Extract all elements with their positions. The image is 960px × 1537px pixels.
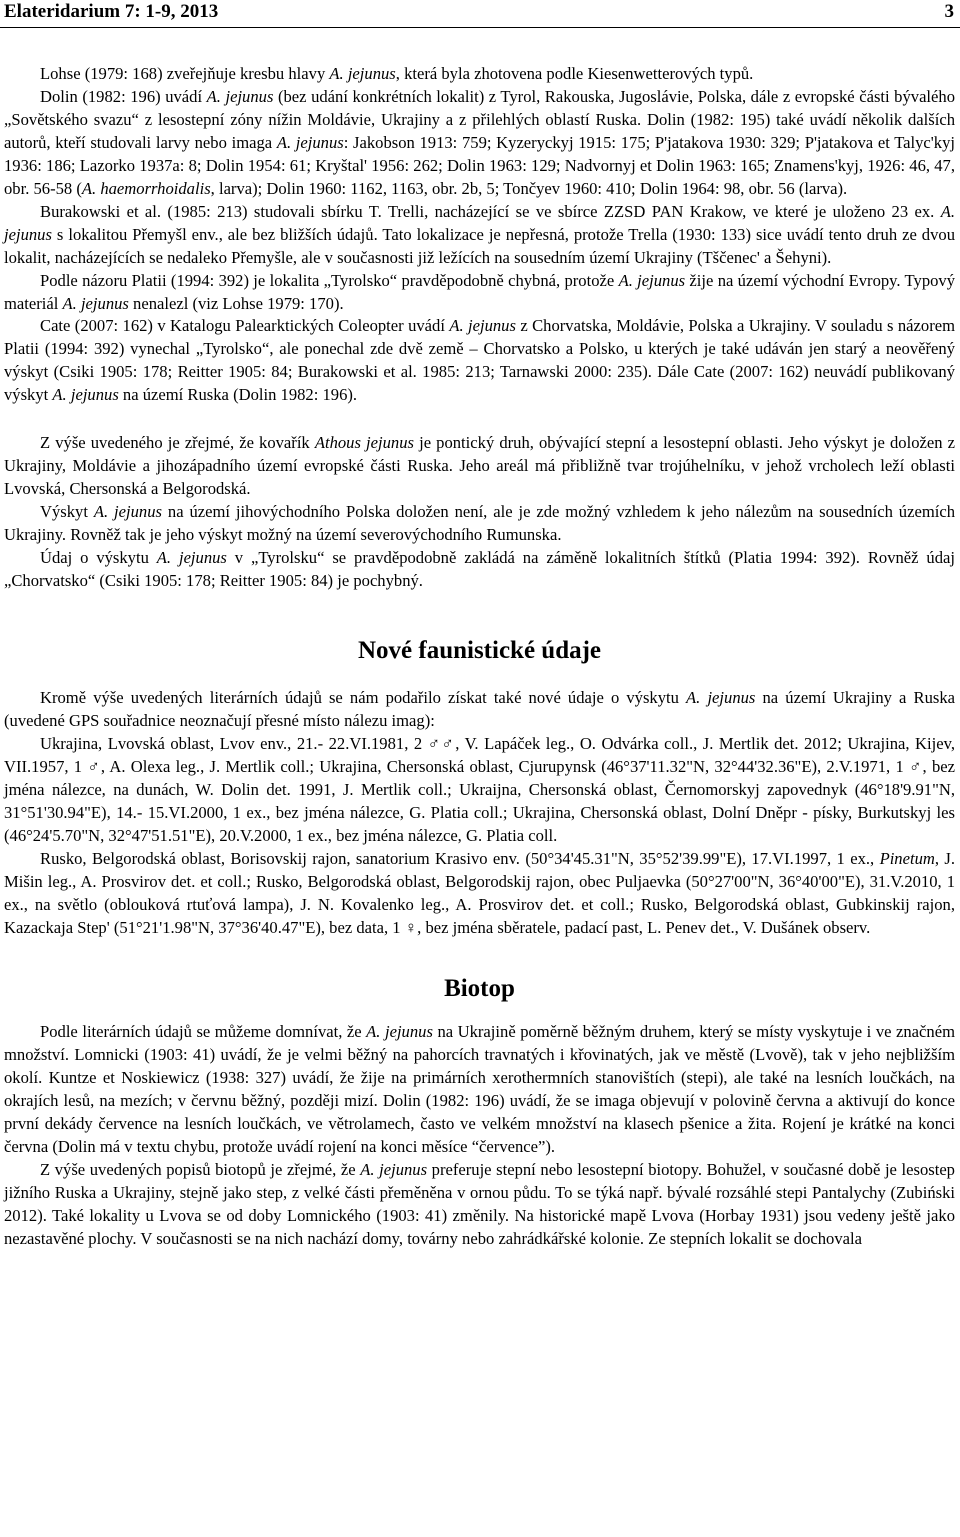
paragraph-dolin: Dolin (1982: 196) uvádí A. jejunus (bez udání konkrétních lokalit) z Tyrol, Rakouska, Jugoslávie, Polska, dále z evropské části bývalého „Sovětského svazu“ z lesostepní zóny nížin Moldávie, Ukrajiny a z přilehlých oblastí Ruska. Dolin (1982: 195) také uvádí několik dalších autorů, kteří studovali larvy nebo imaga A. jejunus: Jakobson 1913: 759; Kyzeryckyj 1915: 175; P'jatakova 1930: 329; P'jatakova et Talyc'kyj 1936: 186; Lazorko 1937a: 8; Dolin 1954: 61; Kryštal' 1956: 262; Dolin 1963: 129; Nadvornyj et Dolin 1963: 165; Znamens'kyj, 1926: 46, 47, obr. 56-58 (A. haemorrhoidalis, larva); Dolin 1960: 1162, 1163, obr. 2b, 5; Tončyev 1960: 410; Dolin 1964: 98, obr. 56 (larva). [4,86,956,198]
paragraph-summary-range: Z výše uvedeného je zřejmé, že kovařík Athous jejunus je pontický druh, obývající stepní a lesostepní oblasti. Jeho výskyt je doložen z Ukrajiny, Moldávie a jihozápadního území evropské části Ruska. Jeho areál má přibližně tvar trojúhelníku, v jehož vrcholech leží oblasti Lvovská, Chersonská a Belgorodská. [4,433,955,499]
journal-citation: Elateridarium 7: 1-9, 2013 [4,1,219,22]
paragraph-burakowski: Burakowski et al. (1985: 213) studovali sbírku T. Trelli, nacházející se ve sbírce ZZSD PAN Krakow, ve které je uloženo 23 ex. A. jejunus s lokalitou Přemyšl env., ale bez bližších údajů. Tato lokalizace je nepřesná, protože Trella (1930: 133) sice uvádí tento druh ze dvou lokalit, nacházejících se nedaleko Přemyšle, ale v současnosti již ležících na sousedním území Ukrajiny (Tščenec' a Šehyni). [4,201,955,267]
species-name: A. jejunus [329,64,396,83]
species-name: A. jejunus [52,385,119,405]
species-name: A. jejunus [366,1022,433,1042]
species-name: A. jejunus [276,132,344,152]
page-number: 3 [944,1,954,22]
species-name: A. haemorrhoidalis [81,178,211,198]
paragraph-records-russia: Rusko, Belgorodská oblast, Borisovskij rajon, sanatorium Krasivo env. (50°34'45.31"N, 35°52'39.99"E), 17.VI.1997, 1 ex., Pinetum, J. Mišin leg., A. Prosvirov det. et coll.; Rusko, Belgorodská oblast, Belgorodskij rajon, obec Puljaevka (50°27'00"N, 36°40'00"E), 31.V.2010, 1 ex., na světlo (oblouková rtuťová lampa), J. N. Kovalenko leg., A. Prosvirov det. et coll.; Rusko, Belgorodská oblast, Gubkinskij rajon, Kazackaja Step' (51°21'1.98"N, 37°36'40.47"E), bez data, 1 ♀, bez jména sběratele, padací past, L. Penev det., V. Dušánek observ. [4,848,956,937]
paragraph-cate: Cate (2007: 162) v Katalogu Palearktických Coleopter uvádí A. jejunus z Chorvatska, Moldávie, Polska a Ukrajiny. V souladu s názorem Platii (1994: 392) vynechal „Tyrolsko“, ale ponechal zde dvě země – Chorvatsko a Polsko, u kterých je také udáván jen starý a neověřený výskyt (Csiki 1905: 178; Reitter 1905: 84; Burakowski et al. 1985: 213; Tarnawski 2000: 235). Dále Cate (2007: 162) neuvádí publikovaný výskyt A. jejunus na území Ruska (Dolin 1982: 196). [4,316,955,405]
paragraph-platia: Podle názoru Platii (1994: 392) je lokalita „Tyrolsko“ pravděpodobně chybná, protože A. jejunus žije na území východní Evropy. Typový materiál A. jejunus nenalezl (viz Lohse 1979: 170). [4,270,956,313]
paragraph-lohse: Lohse (1979: 168) zveřejňuje kresbu hlavy A. jejunus, která byla zhotovena podle Kiesenwetterových typů. [40,64,754,83]
species-name: A. jejunus [4,201,955,244]
species-name: A. jejunus [206,86,274,106]
paragraph-faunistic-intro: Kromě výše uvedených literárních údajů se nám podařilo získat také nové údaje o výskytu A. jejunus na území Ukrajiny a Ruska (uvedené GPS souřadnice neoznačují přesné místo nálezu imag): [4,687,955,730]
species-name: A. jejunus [360,1160,428,1180]
article-body [4,63,955,1251]
species-name: A. jejunus [156,548,227,568]
species-name: A. jejunus [62,293,129,313]
species-name: A. jejunus [449,316,516,336]
paragraph-summary-poland: Výskyt A. jejunus na území jihovýchodního Polska doložen není, ale je zde možný vzhledem k jeho nálezům na sousedních územích Ukrajiny. Rovněž tak je jeho výskyt možný na území severovýchodního Rumunska. [4,502,956,545]
paragraph-biotope-literature: Podle literárních údajů se můžeme domnívat, že A. jejunus na Ukrajině poměrně běžným druhem, který se místy vyskytuje i ve značném množství. Lomnicki (1903: 41) uvádí, že je velmi běžný na pahorcích travnatých i křovinatých, jak ve městě (Lvově), tak v jeho nejbližším okolí. Kuntze et Noskiewicz (1938: 327) uvádí, že žije na primárních xerothermních stanovištích (stepi), ale také na lesních loučkách, na okrajích lesů, na mezích; v červnu běžný, později mizí. Dolin (1982: 196) uvádí, že se imaga objevují v polovině června a aktivují do konce první dekády července na lesních loučkách, ve větrolamech, často ve velkém množství na klasech pšenice a žita. Rojení je krátké na konci června (Dolin má v textu chybu, protože uvádí rojení na konci měsíce “července”). [4,1022,955,1157]
page-header [0,0,960,28]
species-name: A. jejunus [686,687,756,707]
paragraph-records-ukraine: Ukrajina, Lvovská oblast, Lvov env., 21.- 22.VI.1981, 2 ♂♂, V. Lapáček leg., O. Odvárka coll., J. Mertlik det. 2012; Ukrajina, Kijev, VII.1957, 1 ♂, A. Olexa leg., J. Mertlik coll.; Ukrajina, Chersonská oblast, Cjurupynsk (46°37'11.32"N, 32°44'32.36"E), 2.V.1971, 1 ♂, bez jména nálezce, na dunách, W. Dolin det. 1991, J. Mertlik coll.; Ukraijna, Chersonská oblast, Černomorskyj zapovednyk (46°18'9.91"N, 31°51'30.94"E), 14.- 15.VI.2000, 1 ex., bez jména nálezce, G. Platia coll.; Ukrajina, Chersonská oblast, Dolní Dněpr - písky, Burkutskyj les (46°24'5.70"N, 32°47'51.51"E), 20.V.2000, 1 ex., bez jména nálezce, G. Platia coll. [4,733,955,845]
species-name: Athous jejunus [314,433,414,453]
section-heading-biotope: Biotop [444,975,515,1003]
paragraph-biotope-current: Z výše uvedených popisů biotopů je zřejmé, že A. jejunus preferuje stepní nebo lesostepní biotopy. Bohužel, v současné době je lesostep jižního Ruska a Ukrajiny, stejně jako step, z velké části přeměněna v ornou půdu. To se týká např. bývalé rozsáhlé stepi Pantalychy (Zubiński 2012). Také lokality u Lvova se od doby Lomnického (1903: 41) změnily. Na historické mapě Lvova (Horbay 1931) jsou vedeny ještě jako nezastavěné plochy. V současnosti se na nich nachází domy, továrny nebo zahrádkářské kolonie. Ze stepních lokalit se dochovala [4,1160,955,1249]
section-heading-faunistic: Nové faunistické údaje [357,636,602,664]
habitat-name: Pinetum [879,848,935,868]
species-name: A. jejunus [618,270,686,290]
species-name: A. jejunus [93,502,162,522]
paragraph-summary-tyrol: Údaj o výskytu A. jejunus v „Tyrolsku“ se pravděpodobně zakládá na záměně lokalitních štítků (Platia 1994: 392). Rovněž údaj „Chorvatsko“ (Csiki 1905: 178; Reitter 1905: 84) je pochybný. [4,548,955,591]
